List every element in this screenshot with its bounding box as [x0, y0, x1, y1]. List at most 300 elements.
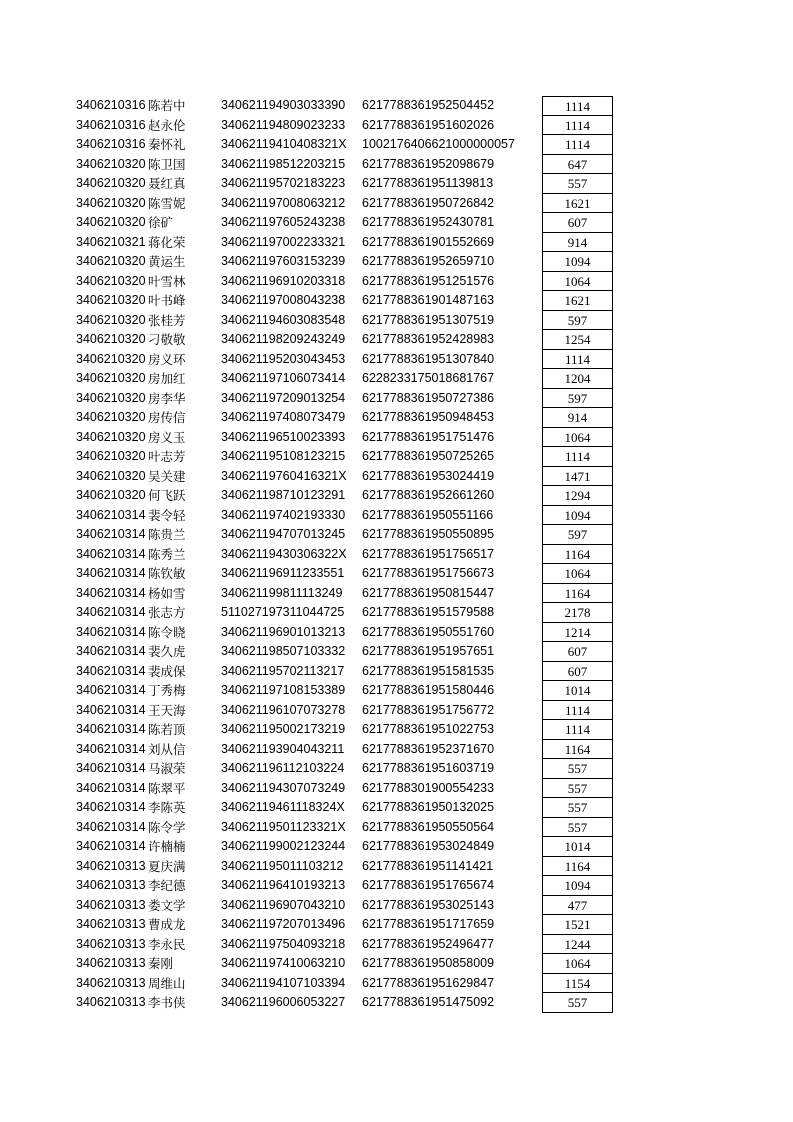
name-cell: 陈若顶 — [148, 722, 186, 737]
name-cell: 李纪德 — [148, 878, 186, 893]
village-code-text: 340621031 — [76, 722, 139, 736]
village-code-cell — [76, 96, 148, 116]
village-code-text: 340621032 — [76, 332, 139, 346]
bank-card-cell: 6217788361951765674 — [362, 878, 495, 892]
village-code-cell — [76, 876, 148, 896]
id-number-cell: 340621194809023233 — [221, 117, 346, 132]
table-row — [0, 915, 793, 935]
table-row — [0, 194, 793, 214]
name-cell: 房传信 — [148, 410, 186, 425]
table-row — [0, 954, 793, 974]
id-number-cell: 340621197209013254 — [221, 390, 346, 405]
village-code-cell — [76, 759, 148, 779]
amount-cell: 597 — [542, 311, 613, 331]
name-cell: 房加红 — [148, 371, 186, 386]
village-code-tail: 4 — [138, 819, 146, 834]
id-number-cell: 340621197207013496 — [221, 917, 346, 931]
table-row — [0, 798, 793, 818]
amount-cell: 1254 — [542, 330, 613, 350]
village-code-cell — [76, 701, 148, 721]
table-row — [0, 876, 793, 896]
table-row — [0, 155, 793, 175]
bank-card-cell: 6217788361951022753 — [362, 722, 495, 736]
village-code-cell — [76, 486, 148, 506]
amount-cell: 1471 — [542, 467, 613, 487]
amount-cell: 1294 — [542, 486, 613, 506]
name-cell: 裴久虎 — [148, 644, 186, 659]
name-cell: 杨如雪 — [148, 585, 186, 601]
amount-cell: 1244 — [542, 935, 613, 955]
village-code-cell — [76, 993, 148, 1013]
table-row — [0, 135, 793, 155]
village-code-tail: 4 — [138, 722, 146, 736]
village-code-tail: 0 — [138, 488, 146, 502]
village-code-cell — [76, 428, 148, 448]
amount-cell: 557 — [542, 174, 613, 194]
village-code-cell — [76, 584, 148, 604]
village-code-cell — [76, 155, 148, 175]
bank-card-cell: 6217788361951251576 — [362, 273, 495, 288]
name-cell: 李永民 — [148, 936, 186, 952]
name-cell: 陈贵兰 — [148, 527, 186, 542]
amount-cell: 557 — [542, 779, 613, 799]
village-code-tail: 3 — [138, 858, 146, 873]
name-cell: 叶志芳 — [148, 449, 186, 464]
village-code-tail: 6 — [138, 137, 146, 151]
village-code-cell — [76, 116, 148, 136]
name-cell: 王天海 — [148, 702, 186, 718]
table-row — [0, 623, 793, 643]
amount-cell: 597 — [542, 525, 613, 545]
village-code-text: 340621031 — [76, 644, 139, 658]
id-number-cell: 511027197311044725 — [221, 605, 345, 619]
village-code-cell — [76, 369, 148, 389]
village-code-cell — [76, 681, 148, 701]
village-code-cell — [76, 740, 148, 760]
village-code-text: 340621031 — [76, 761, 139, 775]
name-cell: 陈秀兰 — [148, 546, 186, 562]
id-number-cell: 340621194707013245 — [221, 527, 346, 541]
table-row — [0, 311, 793, 331]
amount-cell: 1064 — [542, 954, 613, 974]
amount-cell: 1204 — [542, 369, 613, 389]
village-code-tail: 0 — [138, 351, 146, 366]
village-code-text: 340621032 — [76, 410, 139, 424]
village-code-tail: 0 — [138, 468, 146, 483]
amount-cell: 1114 — [542, 96, 613, 116]
village-code-text: 340621031 — [76, 663, 139, 678]
village-code-cell — [76, 642, 148, 662]
village-code-text: 340621031 — [76, 741, 139, 756]
village-code-tail: 4 — [138, 761, 146, 775]
table-row — [0, 701, 793, 721]
village-code-text: 340621031 — [76, 800, 139, 814]
amount-cell: 1114 — [542, 447, 613, 467]
bank-card-cell: 6217788361952371670 — [362, 741, 495, 756]
bank-card-cell: 6217788361952098679 — [362, 156, 495, 171]
id-number-cell: 340621197402193330 — [221, 507, 346, 522]
id-number-cell: 340621197605243238 — [221, 215, 346, 229]
village-code-tail: 0 — [138, 254, 146, 268]
bank-card-cell: 6217788361951602026 — [362, 117, 495, 132]
id-number-cell: 340621198710123291 — [221, 488, 346, 502]
village-code-cell — [76, 408, 148, 428]
amount-cell: 2178 — [542, 603, 613, 623]
id-number-cell: 340621194903033390 — [221, 98, 346, 112]
id-number-cell: 340621198507103332 — [221, 644, 346, 658]
village-code-cell — [76, 194, 148, 214]
id-number-cell: 340621199811113249 — [221, 585, 343, 600]
table-row — [0, 447, 793, 467]
name-cell: 刁敬敬 — [148, 332, 186, 347]
id-number-cell: 340621195108123215 — [221, 449, 346, 463]
id-number-cell: 340621194603083548 — [221, 312, 346, 327]
bank-card-cell: 6217788361952659710 — [362, 254, 495, 268]
name-cell: 李陈英 — [148, 800, 186, 815]
village-code-cell — [76, 252, 148, 272]
village-code-text: 340621031 — [76, 936, 139, 951]
amount-cell: 557 — [542, 759, 613, 779]
village-code-tail: 3 — [138, 897, 146, 912]
name-cell: 何飞跃 — [148, 488, 186, 503]
table-row — [0, 564, 793, 584]
table-row — [0, 545, 793, 565]
village-code-text: 340621032 — [76, 429, 139, 444]
bank-card-cell: 6217788361951756517 — [362, 546, 495, 561]
id-number-cell: 340621196410193213 — [221, 878, 346, 892]
bank-card-cell: 6217788361952504452 — [362, 98, 495, 112]
village-code-cell — [76, 350, 148, 370]
bank-card-cell: 6217788361951580446 — [362, 683, 495, 697]
village-code-tail: 0 — [138, 293, 146, 307]
id-number-cell: 340621197108153389 — [221, 683, 346, 697]
table-row — [0, 974, 793, 994]
village-code-cell — [76, 467, 148, 487]
id-number-cell: 340621193904043211 — [221, 741, 345, 756]
village-code-text: 340621031 — [76, 858, 139, 873]
id-number-cell: 34062119461118324X — [221, 800, 345, 814]
village-code-tail: 4 — [138, 527, 146, 541]
amount-cell: 1114 — [542, 720, 613, 740]
id-number-cell: 340621194107103394 — [221, 975, 346, 990]
village-code-text: 340621031 — [76, 956, 139, 970]
village-code-cell — [76, 506, 148, 526]
id-number-cell: 34062119760416321X — [221, 468, 347, 483]
name-cell: 吴关建 — [148, 468, 186, 484]
bank-card-cell: 6217788361950551166 — [362, 507, 494, 522]
amount-cell: 1014 — [542, 681, 613, 701]
village-code-cell — [76, 935, 148, 955]
bank-card-cell: 6217788361950727386 — [362, 390, 495, 405]
village-code-cell — [76, 857, 148, 877]
village-code-tail: 4 — [138, 585, 146, 600]
bank-card-cell: 6217788361951629847 — [362, 975, 495, 990]
bank-card-cell: 6217788361952496477 — [362, 936, 495, 951]
bank-card-cell: 6217788361951141421 — [362, 858, 494, 873]
id-number-cell: 340621199002123244 — [221, 839, 346, 853]
table-row — [0, 662, 793, 682]
village-code-text: 340621032 — [76, 351, 139, 366]
bank-card-cell: 1002176406621000000057 — [362, 137, 515, 151]
village-code-tail: 3 — [138, 936, 146, 951]
village-code-cell — [76, 818, 148, 838]
village-code-text: 340621032 — [76, 176, 139, 190]
village-code-text: 340621031 — [76, 507, 139, 522]
village-code-text: 340621032 — [76, 195, 139, 210]
amount-cell: 1214 — [542, 623, 613, 643]
table-row — [0, 720, 793, 740]
village-code-cell — [76, 272, 148, 292]
table-row — [0, 233, 793, 253]
bank-card-cell: 6217788361951957651 — [362, 644, 495, 658]
village-code-tail: 3 — [138, 917, 146, 931]
bank-card-cell: 6217788361950550564 — [362, 819, 495, 834]
village-code-text: 340621032 — [76, 156, 139, 171]
name-cell: 裴令轻 — [148, 507, 186, 523]
village-code-tail: 4 — [138, 624, 146, 639]
amount-cell: 1521 — [542, 915, 613, 935]
amount-cell: 1114 — [542, 701, 613, 721]
table-row — [0, 779, 793, 799]
id-number-cell: 340621197408073479 — [221, 410, 346, 424]
id-number-cell: 34062119501123321X — [221, 819, 346, 834]
bank-card-cell: 6217788361951307519 — [362, 312, 495, 327]
village-code-tail: 4 — [138, 780, 146, 795]
village-code-text: 340621032 — [76, 449, 139, 463]
amount-cell: 1014 — [542, 837, 613, 857]
table-row — [0, 116, 793, 136]
village-code-text: 340621031 — [76, 566, 139, 580]
name-cell: 马淑荣 — [148, 761, 186, 776]
id-number-cell: 340621196910203318 — [221, 273, 346, 288]
village-code-tail: 4 — [138, 644, 146, 658]
table-row — [0, 350, 793, 370]
table-row — [0, 818, 793, 838]
bank-card-cell: 6217788361953025143 — [362, 897, 495, 912]
village-code-tail: 4 — [138, 663, 146, 678]
bank-card-cell: 6217788361950551760 — [362, 624, 495, 639]
village-code-cell — [76, 525, 148, 545]
bank-card-cell: 6217788361950815447 — [362, 585, 495, 600]
village-code-text: 340621031 — [76, 605, 139, 619]
name-cell: 叶雪林 — [148, 273, 186, 289]
village-code-cell — [76, 896, 148, 916]
village-code-text: 340621031 — [76, 897, 139, 912]
amount-cell: 1621 — [542, 194, 613, 214]
id-number-cell: 340621197410063210 — [221, 956, 346, 970]
id-number-cell: 340621197002233321 — [221, 234, 346, 249]
name-cell: 聂红真 — [148, 176, 186, 191]
amount-cell: 1094 — [542, 876, 613, 896]
village-code-cell — [76, 213, 148, 233]
village-code-cell — [76, 915, 148, 935]
name-cell: 陈卫国 — [148, 156, 186, 172]
spreadsheet-table — [0, 96, 793, 1013]
table-row — [0, 935, 793, 955]
name-cell: 叶书峰 — [148, 293, 186, 308]
village-code-tail: 0 — [138, 410, 146, 424]
bank-card-cell: 6217788361951579588 — [362, 605, 495, 619]
village-code-tail: 0 — [138, 273, 146, 288]
name-cell: 陈令晓 — [148, 624, 186, 640]
village-code-text: 340621031 — [76, 839, 139, 853]
amount-cell: 914 — [542, 233, 613, 253]
amount-cell: 1164 — [542, 584, 613, 604]
name-cell: 秦怀礼 — [148, 137, 186, 152]
name-cell: 张桂芳 — [148, 312, 186, 328]
name-cell: 刘从信 — [148, 741, 186, 757]
village-code-tail: 0 — [138, 390, 146, 405]
village-code-tail: 6 — [138, 117, 146, 132]
village-code-tail: 4 — [138, 683, 146, 697]
name-cell: 许楠楠 — [148, 839, 186, 854]
table-row — [0, 603, 793, 623]
village-code-tail: 3 — [138, 995, 146, 1009]
table-row — [0, 857, 793, 877]
name-cell: 娄文学 — [148, 897, 186, 913]
village-code-tail: 4 — [138, 800, 146, 814]
village-code-text: 340621031 — [76, 819, 139, 834]
name-cell: 陈雪妮 — [148, 195, 186, 211]
amount-cell: 607 — [542, 642, 613, 662]
village-code-text: 340621031 — [76, 917, 139, 931]
amount-cell: 597 — [542, 389, 613, 409]
id-number-cell: 340621197008043238 — [221, 293, 346, 307]
village-code-cell — [76, 174, 148, 194]
amount-cell: 477 — [542, 896, 613, 916]
table-row — [0, 369, 793, 389]
table-row — [0, 408, 793, 428]
village-code-text: 340621031 — [76, 98, 139, 112]
village-code-text: 340621032 — [76, 371, 139, 385]
bank-card-cell: 6217788361951717659 — [362, 917, 495, 931]
bank-card-cell: 6217788361950726842 — [362, 195, 495, 210]
village-code-cell — [76, 311, 148, 331]
name-cell: 陈若中 — [148, 98, 186, 113]
name-cell: 蒋化荣 — [148, 234, 186, 250]
table-row — [0, 896, 793, 916]
bank-card-cell: 6217788361952428983 — [362, 332, 495, 346]
village-code-tail: 0 — [138, 176, 146, 190]
village-code-tail: 3 — [138, 878, 146, 892]
name-cell: 曹成龙 — [148, 917, 186, 932]
table-row — [0, 759, 793, 779]
amount-cell: 557 — [542, 818, 613, 838]
id-number-cell: 340621196901013213 — [221, 624, 346, 639]
amount-cell: 914 — [542, 408, 613, 428]
id-number-cell: 340621198209243249 — [221, 332, 346, 346]
village-code-text: 340621031 — [76, 702, 139, 717]
table-row — [0, 837, 793, 857]
id-number-cell: 340621196907043210 — [221, 897, 346, 912]
village-code-cell — [76, 233, 148, 253]
village-code-tail: 1 — [138, 234, 146, 249]
village-code-cell — [76, 564, 148, 584]
amount-cell: 1164 — [542, 545, 613, 565]
id-number-cell: 340621198512203215 — [221, 156, 346, 171]
village-code-tail: 0 — [138, 215, 146, 229]
village-code-cell — [76, 779, 148, 799]
bank-card-cell: 6217788361951751476 — [362, 429, 495, 444]
village-code-text: 340621031 — [76, 878, 139, 892]
bank-card-cell: 6217788361951307840 — [362, 351, 495, 366]
bank-card-cell: 6217788361951139813 — [362, 176, 494, 190]
amount-cell: 1064 — [542, 428, 613, 448]
village-code-text: 340621031 — [76, 527, 139, 541]
village-code-text: 340621031 — [76, 995, 139, 1009]
amount-cell: 1164 — [542, 857, 613, 877]
amount-cell: 1114 — [542, 135, 613, 155]
village-code-tail: 4 — [138, 605, 146, 619]
village-code-text: 340621032 — [76, 234, 139, 249]
village-code-tail: 4 — [138, 507, 146, 522]
bank-card-cell: 6217788301900554233 — [362, 780, 495, 795]
village-code-text: 340621031 — [76, 975, 139, 990]
village-code-cell — [76, 798, 148, 818]
village-code-cell — [76, 837, 148, 857]
name-cell: 裴成保 — [148, 663, 186, 679]
table-row — [0, 642, 793, 662]
table-row — [0, 96, 793, 116]
village-code-text: 340621032 — [76, 293, 139, 307]
table-row — [0, 291, 793, 311]
village-code-text: 340621031 — [76, 546, 139, 561]
amount-cell: 557 — [542, 993, 613, 1013]
village-code-tail: 6 — [138, 98, 146, 112]
amount-cell: 1114 — [542, 116, 613, 136]
village-code-tail: 0 — [138, 332, 146, 346]
village-code-tail: 4 — [138, 741, 146, 756]
village-code-tail: 4 — [138, 702, 146, 717]
bank-card-cell: 6217788361901487163 — [362, 293, 495, 307]
table-row — [0, 584, 793, 604]
bank-card-cell: 6217788361952430781 — [362, 215, 495, 229]
name-cell: 秦刚 — [148, 956, 174, 971]
bank-card-cell: 6217788361951475092 — [362, 995, 495, 1009]
amount-cell: 1094 — [542, 506, 613, 526]
name-cell: 李书侠 — [148, 995, 186, 1010]
table-row — [0, 213, 793, 233]
name-cell: 陈翠平 — [148, 780, 186, 796]
table-row — [0, 506, 793, 526]
village-code-tail: 4 — [138, 566, 146, 580]
table-row — [0, 252, 793, 272]
village-code-cell — [76, 447, 148, 467]
village-code-cell — [76, 954, 148, 974]
village-code-text: 340621031 — [76, 117, 139, 132]
village-code-text: 340621031 — [76, 137, 139, 151]
table-row — [0, 467, 793, 487]
village-code-tail: 0 — [138, 371, 146, 385]
village-code-cell — [76, 720, 148, 740]
id-number-cell: 340621195203043453 — [221, 351, 346, 366]
table-row — [0, 428, 793, 448]
bank-card-cell: 6217788361950948453 — [362, 410, 495, 424]
id-number-cell: 340621196107073278 — [221, 702, 346, 717]
bank-card-cell: 6217788361950725265 — [362, 449, 495, 463]
village-code-text: 340621031 — [76, 624, 139, 639]
village-code-cell — [76, 389, 148, 409]
amount-cell: 1154 — [542, 974, 613, 994]
village-code-cell — [76, 974, 148, 994]
id-number-cell: 340621196510023393 — [221, 429, 346, 444]
amount-cell: 607 — [542, 662, 613, 682]
village-code-tail: 0 — [138, 449, 146, 463]
id-number-cell: 340621195002173219 — [221, 722, 346, 736]
village-code-text: 340621032 — [76, 488, 139, 502]
id-number-cell: 340621196006053227 — [221, 995, 346, 1009]
amount-cell: 1094 — [542, 252, 613, 272]
